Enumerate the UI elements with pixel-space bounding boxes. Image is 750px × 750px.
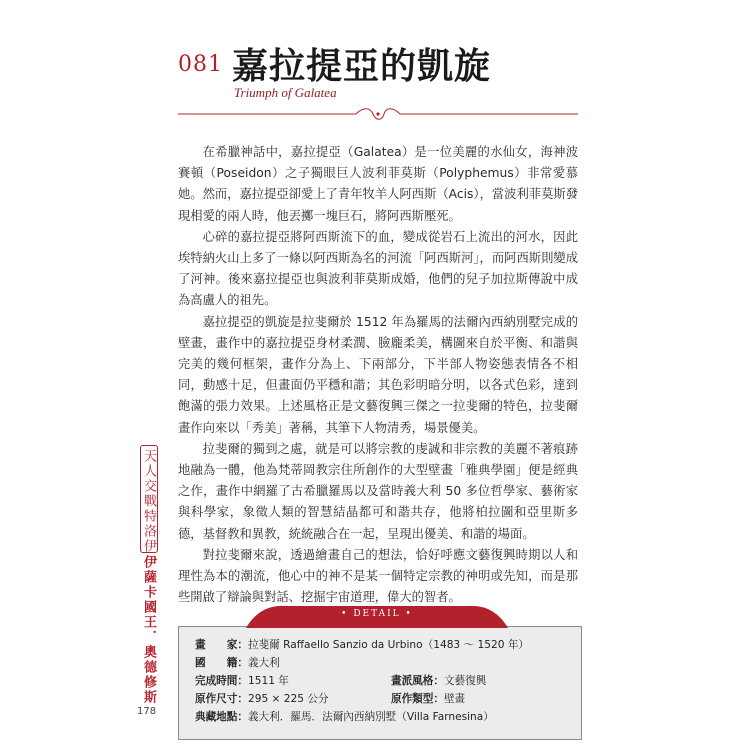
- paragraph-4: 拉斐爾的獨到之處，就是可以將宗教的虔誠和非宗教的美麗不著痕跡地融為一體，他為梵蒂岡教宗住所創作的大型壁畫「雅典學園」便是經典之作，畫作中網羅了古希臘羅馬以及當時義大利 50 多位哲學家、藝術家與科學家，象徵人類的智慧結晶都可和諧共存，他將柏拉圖和亞里斯多德，基督教和異教，統統融合在一起，呈現出優美、和諧的場面。: [178, 441, 578, 541]
- location-key: 典藏地點：: [195, 711, 248, 723]
- paragraph-5: 對拉斐爾來說，透過繪畫自己的想法，恰好呼應文藝復興時期以人和理性為本的潮流，他心中的神不是某一個特定宗教的神明或先知，而是那些開啟了辯論與對話、挖掘宇宙道理，偉大的智者。: [178, 547, 578, 605]
- page-number: 178: [137, 706, 157, 717]
- detail-box: [178, 626, 582, 740]
- painter-key: 畫 家：: [195, 639, 248, 651]
- detail-row-type: [391, 691, 465, 706]
- detail-row-painter: [195, 637, 529, 652]
- article-body: [178, 142, 578, 608]
- ornament-divider-icon: [178, 107, 578, 121]
- detail-row-country: [195, 655, 280, 670]
- location-value: 義大利．羅馬．法爾內西納別墅（Villa Farnesina）: [247, 711, 494, 723]
- type-value: 壁畫: [443, 693, 466, 705]
- date-value: 1511 年: [247, 675, 289, 687]
- size-value: 295 × 225 公分: [247, 693, 329, 705]
- country-value: 義大利: [247, 657, 280, 669]
- date-key: 完成時間：: [195, 675, 248, 687]
- detail-label: • DETAIL •: [341, 609, 413, 619]
- country-key: 國 籍：: [195, 657, 248, 669]
- detail-row-style: [391, 673, 486, 688]
- page-title: 嘉拉提亞的凱旋: [232, 45, 492, 87]
- paragraph-1: 在希臘神話中，嘉拉提亞（Galatea）是一位美麗的水仙女，海神波賽頓（Poseidon）之子獨眼巨人波利菲莫斯（Polyphemus）非常愛慕她。然而，嘉拉提亞卻愛上了青年牧羊人阿西斯（Acis），當波利菲莫斯發現相愛的兩人時，他丟擲一塊巨石，將阿西斯壓死。: [178, 145, 578, 223]
- detail-row-location: [195, 709, 494, 724]
- type-key: 原作類型：: [391, 693, 444, 705]
- style-key: 畫派風格：: [391, 675, 444, 687]
- paragraph-3: 嘉拉提亞的凱旋是拉斐爾於 1512 年為羅馬的法爾內西納別墅完成的壁畫，畫作中的嘉拉提亞身材柔潤、臉龐柔美，構圖來自於平衡、和諧與完美的幾何框架，畫作分為上、下兩部分，下半部人物姿態表情各不相同，動感十足，但畫面仍平穩和諧；其色彩明暗分明，以各式色彩，達到飽滿的張力效果。上述風格正是文藝復興三傑之一拉斐爾的特色，拉斐爾畫作向來以「秀美」著稱，其筆下人物清秀，場景優美。: [178, 314, 578, 435]
- detail-row-size: [195, 691, 329, 706]
- chapter-number: 081: [178, 52, 223, 77]
- chapter-label: 伊薩卡國王．奧德修斯: [141, 555, 156, 705]
- size-key: 原作尺寸：: [195, 693, 248, 705]
- detail-row-date: [195, 673, 289, 688]
- paragraph-2: 心碎的嘉拉提亞將阿西斯流下的血，變成從岩石上流出的河水，因此埃特納火山上多了一條以阿西斯為名的河流「阿西斯河」，而阿西斯則變成了河神。後來嘉拉提亞也與波利菲莫斯成婚，他們的兒子加拉斯傳說中成為高盧人的祖先。: [178, 229, 578, 308]
- series-label: 天人交戰特洛伊: [141, 449, 156, 554]
- painter-value: 拉斐爾 Raffaello Sanzio da Urbino（1483 ～ 1520 年）: [247, 639, 530, 651]
- style-value: 文藝復興: [443, 675, 487, 687]
- page-subtitle: Triumph of Galatea: [234, 85, 337, 100]
